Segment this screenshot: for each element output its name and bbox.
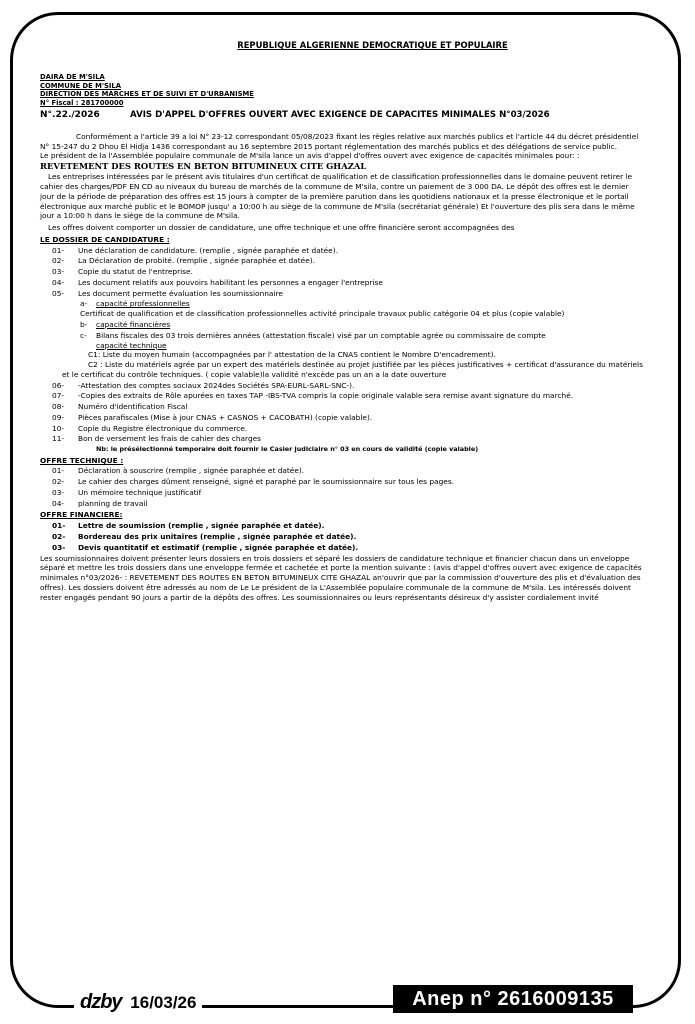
list-item: 09- Pièces parafiscales (Mise à jour CNAS + CASNOS + CACOBATH) (copie valable). xyxy=(52,412,373,422)
offers-paragraph: Les offres doivent comporter un dossier de candidature, une offre technique et une offre financière seront accompagnées des xyxy=(48,223,515,233)
publication-date: 16/03/26 xyxy=(130,993,197,1012)
republic-heading: REPUBLIQUE ALGERIENNE DEMOCRATIQUE ET POPULAIRE xyxy=(237,40,508,50)
c2-text: C2 : Liste du matériels agrée par un expert des matériels destinée au projet justifiée par les pièces justificatives + certificat d'assurance du matériels et le certificat du contrôle techniques. ( copie valable)la validité n'excède pas un an a la date ouverture xyxy=(62,360,643,379)
document-body xyxy=(40,40,645,602)
footer-stamp xyxy=(74,991,202,1014)
list-item: 03- Devis quantitatif et estimatif (remplie , signée paraphée et datée). xyxy=(52,542,359,552)
technique-heading: OFFRE TECHNIQUE : xyxy=(40,455,124,465)
anep-number: Anep n° 2616009135 xyxy=(393,985,633,1013)
list-item: 10- Copie du Registre électronique du commerce. xyxy=(52,423,248,433)
reference-number: N°.22./2026 xyxy=(40,110,100,121)
notice-title: AVIS D'APPEL D'OFFRES OUVERT AVEC EXIGENCE DE CAPACITES MINIMALES N°03/2026 xyxy=(130,110,550,121)
list-item: 02- Le cahier des charges dûment renseigné, signé et paraphé par le soumissionnaire sur tous les pages. xyxy=(52,477,455,487)
closing-paragraph: Les soumissionnaires doivent présenter leurs dossiers en trois dossiers et séparé les dossiers de candidature technique et financier chacun dans un enveloppe séparé et mettre les trois dossiers dans une enveloppe fermée et cachetée et porte la mention suivante : (avis d'appel d'offres ouvert avec exigence de capacités minimales n°03/2026- : REVETEMENT DES ROUTES EN BETON BITUMINEUX CITE GHAZAL an'ouvrir que par la commission d'ouverture des plis et d'évaluation des offres). Les dossiers doivent être adressés au nom de Le Le président de la L'Assemblée populaire communale de la commune de M'sila. Les intéressés doivent rester engagés pendant 90 jours a partir de la dépôts des offres. Les soumissionnaires ou leurs représentants désireux d'y assister cordialement invité xyxy=(40,553,642,602)
list-item: 08- Numéro d'identification Fiscal xyxy=(52,402,188,412)
list-item: 07- -Copies des extraits de Rôle apurées en taxes TAP -IBS-TVA compris la copie originale valable sera remise avant signature du marché. xyxy=(52,391,574,401)
intro-paragraph: Conformément a l'article 39 a loi N° 23-12 correspondant 05/08/2023 fixant les règles relative aux marchés publics et l'article 44 du décret présidentiel N° 15-247 du 2 Dhou El Hidja 1436 correspondant au 16 septembre 2015 portant réglementation des marchés publics et des délégations de service public. xyxy=(40,131,639,151)
technical-capacity-title: capacité technique xyxy=(96,340,167,350)
sub-item-b: b- capacité financières xyxy=(80,320,171,330)
direction: DIRECTION DES MARCHES ET DE SUIVI ET D'URBANISME xyxy=(40,90,254,99)
list-item: 04- Les document relatifs aux pouvoirs habilitant les personnes a engager l'entreprise xyxy=(52,277,383,287)
daira: DAIRA DE M'SILA xyxy=(40,73,105,82)
sub-item-a: a- capacité professionnelles xyxy=(80,299,190,309)
president-paragraph xyxy=(40,151,645,172)
list-item: 01- Une déclaration de candidature. (remplie , signée paraphée et datée). xyxy=(52,245,338,255)
list-item: 03- Un mémoire technique justificatif xyxy=(52,487,202,497)
list-item: 01- Lettre de soumission (remplie , signée paraphée et datée). xyxy=(52,521,325,531)
sub-item-c: c- Bilans fiscales des 03 trois dernières années (attestation fiscale) visé par un comptable agrée ou commissaire de compte xyxy=(80,330,546,340)
list-item: 01- Déclaration à souscrire (remplie , signée paraphée et datée). xyxy=(52,466,305,476)
list-item: 04- planning de travail xyxy=(52,498,148,508)
conditions-paragraph: Les entreprises intéressées par le présent avis titulaires d'un certificat de qualification et de classification professionnelles dans le domaine peuvent retirer le cahier des charges/PDF EN CD au niveaux du bureau de marchés de la commune de M'sila, contre un paiement de 3 000 DA. Le dépôt des offres est le dernier jour de la période de préparation des offres est 15 jours à compter de la première parution dans les quotidiens nationaux et la presse électronique et le portail électronique aux marché public et le BOMOP jusqu' a 10:00 h au siège de la commune de M'sila (secrétariat générale) Et l'ouverture des plis sera dans le même jour a 10:00 h dans le siège de la commune de M'sila. xyxy=(40,172,635,221)
list-item: 05- Les document permette évaluation les soumissionnaire xyxy=(52,288,283,298)
fiscal-number: N° Fiscal : 281700000 xyxy=(40,98,124,107)
project-name: REVETEMENT DES ROUTES EN BETON BITUMINEUX CITE GHAZAL xyxy=(40,161,367,172)
list-item: 02- Bordereau des prix unitaires (remplie , signée paraphée et datée). xyxy=(52,532,357,542)
president-text: Le président de la l'Assemblée populaire communale de M'sila lance un avis d'appel d'offres ouvert avec exigence de capacités minimales pour: : xyxy=(40,151,580,161)
list-item: 06- -Attestation des comptes sociaux 2024des Sociétés SPA-EURL-SARL-SNC-). xyxy=(52,380,355,390)
nb-note: Nb: le présélectionné temporaire doit fournir le Casier judiciaire n° 03 en cours de validité (copie valable) xyxy=(96,445,479,454)
financiere-heading: OFFRE FINANCIERE: xyxy=(40,510,123,520)
commune: COMMUNE DE M'SILA xyxy=(40,81,122,90)
publisher-logo: dzby xyxy=(80,991,122,1013)
dossier-heading: LE DOSSIER DE CANDIDATURE : xyxy=(40,234,170,244)
list-item: 11- Bon de versement les frais de cahier des charges xyxy=(52,434,262,444)
list-item: 02- La Déclaration de probité. (remplie , signée paraphée et datée). xyxy=(52,256,315,266)
list-item: 03- Copie du statut de l'entreprise. xyxy=(52,267,193,277)
certificate-text: Certificat de qualification et de classification professionnelles activité principale travaux public catégorie 04 et plus (copie valable) xyxy=(80,309,565,319)
reference-line xyxy=(40,110,645,122)
c1-text: C1: Liste du moyen humain (accompagnées par l' attestation de la CNAS contient le Nombre D'encadrement). xyxy=(88,350,496,360)
